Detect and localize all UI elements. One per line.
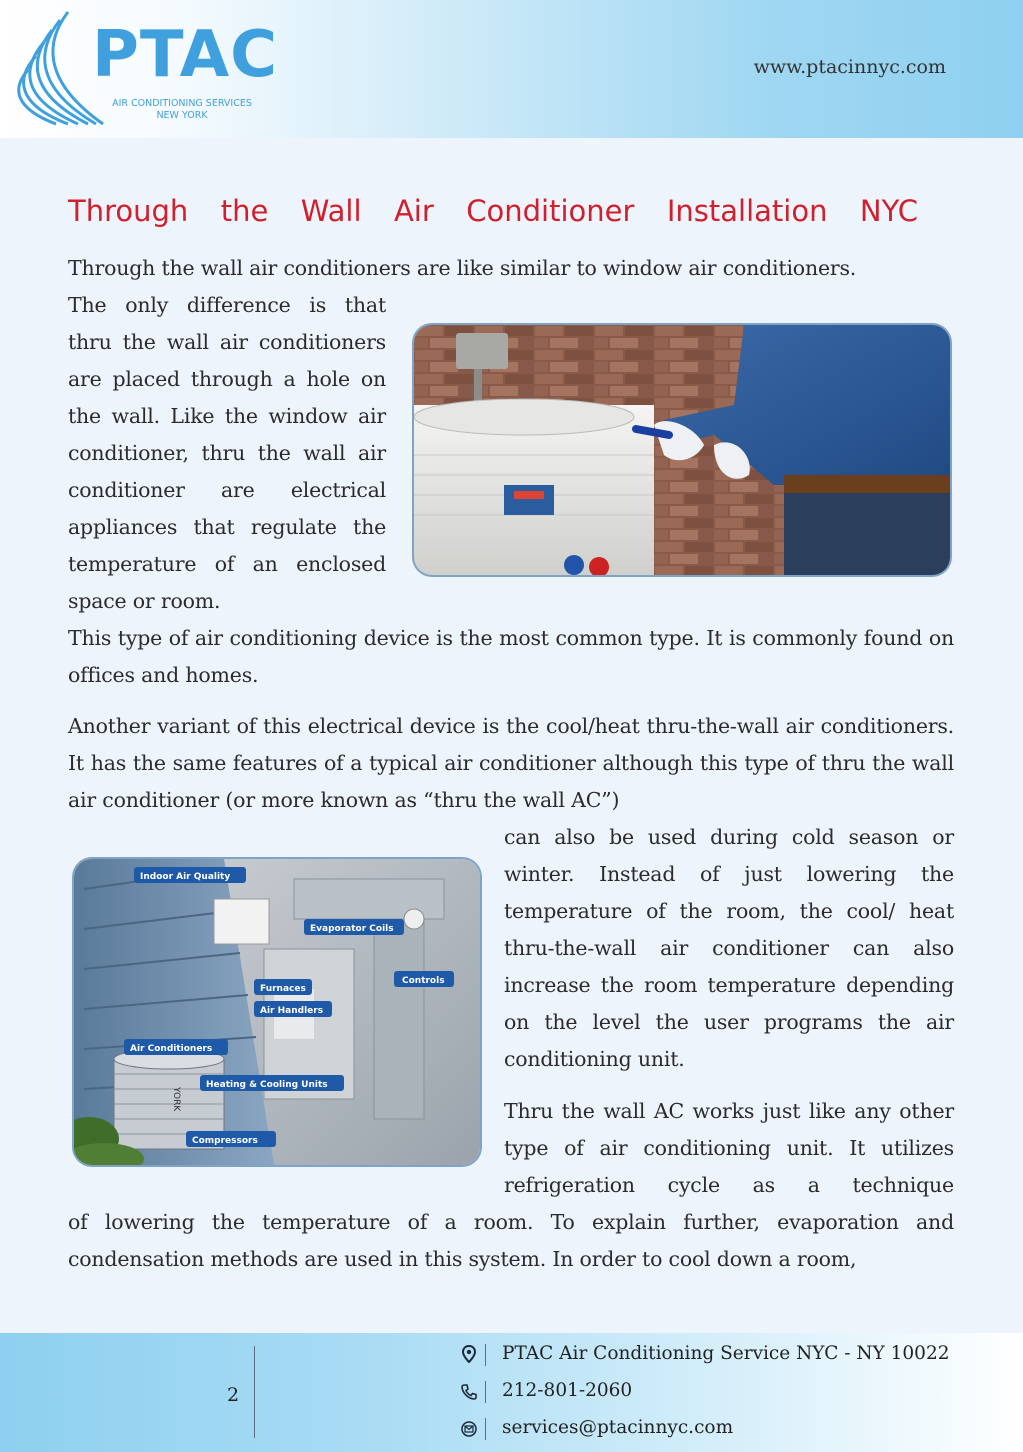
logo-subtitle xyxy=(100,98,264,122)
logo-subtitle-line1: AIR CONDITIONING SERVICES xyxy=(112,98,252,109)
paragraph-3-end: of lowering the temperature of a room. To explain further, evaporation and condensation methods are used in this system. In order to cool down a room, xyxy=(68,1210,954,1271)
footer-email[interactable]: services@ptacinnyc.com xyxy=(502,1417,734,1438)
logo-subtitle-line2: NEW YORK xyxy=(156,110,208,121)
hvac-illustration xyxy=(74,859,480,1165)
footer-phone[interactable]: 212-801-2060 xyxy=(502,1380,633,1401)
label-compressors: Compressors xyxy=(192,1136,258,1146)
footer-separator-1 xyxy=(485,1344,486,1366)
paragraph-1-end: This type of air conditioning device is the most common type. It is commonly found on offices and homes. xyxy=(68,626,954,687)
page-number: 2 xyxy=(226,1384,240,1406)
technician-image xyxy=(414,325,950,575)
label-heating-cooling-units: Heating & Cooling Units xyxy=(206,1080,328,1090)
footer-separator-3 xyxy=(485,1418,486,1440)
brand-label: YORK xyxy=(171,1087,181,1112)
footer-divider xyxy=(254,1346,255,1438)
hvac-system-diagram xyxy=(74,859,480,1165)
page-header xyxy=(0,0,1023,138)
phone-icon xyxy=(460,1383,478,1401)
paragraph-2-wrapped: can also be used during cold season or winter. Instead of just lowering the temperature of the room, the cool/ heat thru-the-wall air conditioner can also increase the room temperature depending on the level the user programs the air conditioning unit. xyxy=(504,825,954,1071)
paragraph-1-intro: Through the wall air conditioners are like similar to window air conditioners. xyxy=(68,256,857,280)
paragraph-3-wrapped: Thru the wall AC works just like any other type of air conditioning unit. It utilizes refrigeration cycle as a technique xyxy=(504,1099,954,1197)
website-link[interactable]: www.ptacinnyc.com xyxy=(753,56,946,78)
logo-text: PTAC xyxy=(92,18,279,92)
paragraph-2-top: Another variant of this electrical device is the cool/heat thru-the-wall air conditioners. It has the same features of a typical air conditioner although this type of thru the wall air conditioner (or more known as “thru the wall AC”) xyxy=(68,714,954,812)
label-controls: Controls xyxy=(402,976,445,986)
page-title: Through the Wall Air Conditioner Installation NYC xyxy=(68,194,918,228)
email-icon xyxy=(460,1420,478,1438)
location-pin-icon xyxy=(460,1345,478,1363)
technician-photo xyxy=(414,325,950,575)
label-furnaces: Furnaces xyxy=(260,984,306,994)
label-evaporator-coils: Evaporator Coils xyxy=(310,924,394,934)
label-indoor-air-quality: Indoor Air Quality xyxy=(140,872,231,882)
footer-address: PTAC Air Conditioning Service NYC - NY 10022 xyxy=(502,1343,950,1364)
paragraph-1-wrapped: The only difference is that thru the wall air conditioners are placed through a hole on the wall. Like the window air conditioner, thru the wall air conditioner are electrical appliances that regulate the temperature of an enclosed space or room. xyxy=(68,293,386,613)
label-air-conditioners: Air Conditioners xyxy=(130,1044,213,1054)
footer-separator-2 xyxy=(485,1381,486,1403)
label-air-handlers: Air Handlers xyxy=(260,1006,324,1016)
